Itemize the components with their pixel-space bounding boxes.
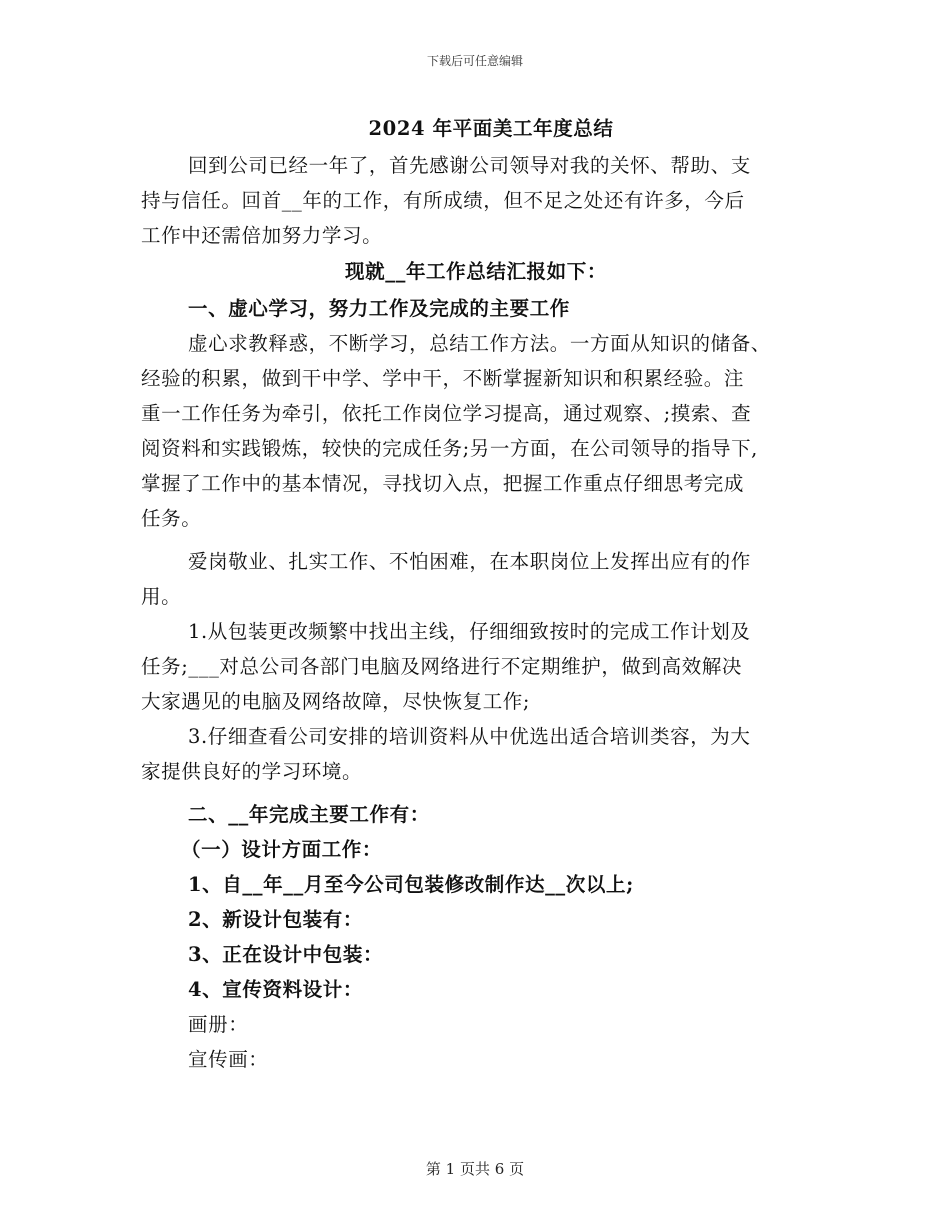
document-body: [141, 110, 811, 1077]
list-item-4: 4、宣传资料设计：: [188, 978, 363, 1001]
text-line: 掌握了工作中的基本情况，寻找切入点，把握工作重点仔细思考完成: [141, 472, 745, 495]
text-line: 家提供良好的学习环境。: [141, 760, 363, 783]
report-heading: 现就__年工作总结汇报如下：: [345, 260, 607, 283]
text-line: 爱岗敬业、扎实工作、不怕困难，在本职岗位上发挥出应有的作: [188, 550, 751, 573]
text-line: 回到公司已经一年了，首先感谢公司领导对我的关怀、帮助、支: [188, 154, 751, 177]
intro-paragraph: [141, 148, 811, 253]
text-line: 经验的积累，做到干中学、学中干，不断掌握新知识和积累经验。注: [141, 367, 745, 390]
poster-label: 宣传画：: [188, 1048, 269, 1071]
list-item-3: 3、正在设计中包装：: [188, 943, 384, 966]
brochure-label: 画册：: [188, 1013, 249, 1036]
text-line: 3.仔细查看公司安排的培训资料从中优选出适合培训类容，为大: [188, 725, 751, 748]
section-heading-1: 一、虚心学习，努力工作及完成的主要工作: [188, 297, 570, 320]
subsection-heading: （一）设计方面工作：: [181, 838, 383, 861]
text-line: 工作中还需倍加努力学习。: [141, 224, 383, 247]
text-line: 重一工作任务为牵引，依托工作岗位学习提高，通过观察、;摸索、查: [141, 402, 752, 425]
study-paragraph: [141, 326, 811, 536]
text-line: 1.从包装更改频繁中找出主线，仔细细致按时的完成工作计划及: [188, 620, 751, 643]
item-3-paragraph: [141, 719, 811, 789]
page-header: 下载后可任意编辑: [426, 54, 523, 68]
list-item-1: 1、自__年__月至今公司包装修改制作达__次以上;: [188, 873, 634, 896]
text-line: 用。: [141, 585, 182, 608]
text-line: 持与信任。回首__年的工作，有所成绩，但不足之处还有许多，今后: [141, 189, 745, 212]
list-item-2: 2、新设计包装有：: [188, 908, 363, 931]
document-title: 2024 年平面美工年度总结: [368, 117, 614, 140]
section-heading-2: 二、__年完成主要工作有：: [188, 803, 430, 826]
text-line: 虚心求教释惑，不断学习，总结工作方法。一方面从知识的储备、: [188, 332, 771, 355]
text-line: 大家遇见的电脑及网络故障，尽快恢复工作;: [141, 690, 531, 713]
item-1-paragraph: [141, 614, 811, 719]
page-footer: 第 1 页共 6 页: [425, 1160, 525, 1178]
text-line: 任务。: [141, 507, 202, 530]
text-line: 阅资料和实践锻炼，较快的完成任务;另一方面，在公司领导的指导下,: [141, 437, 758, 460]
text-line: 任务;___对总公司各部门电脑及网络进行不定期维护，做到高效解决: [141, 655, 743, 678]
dedication-paragraph: [141, 544, 811, 614]
